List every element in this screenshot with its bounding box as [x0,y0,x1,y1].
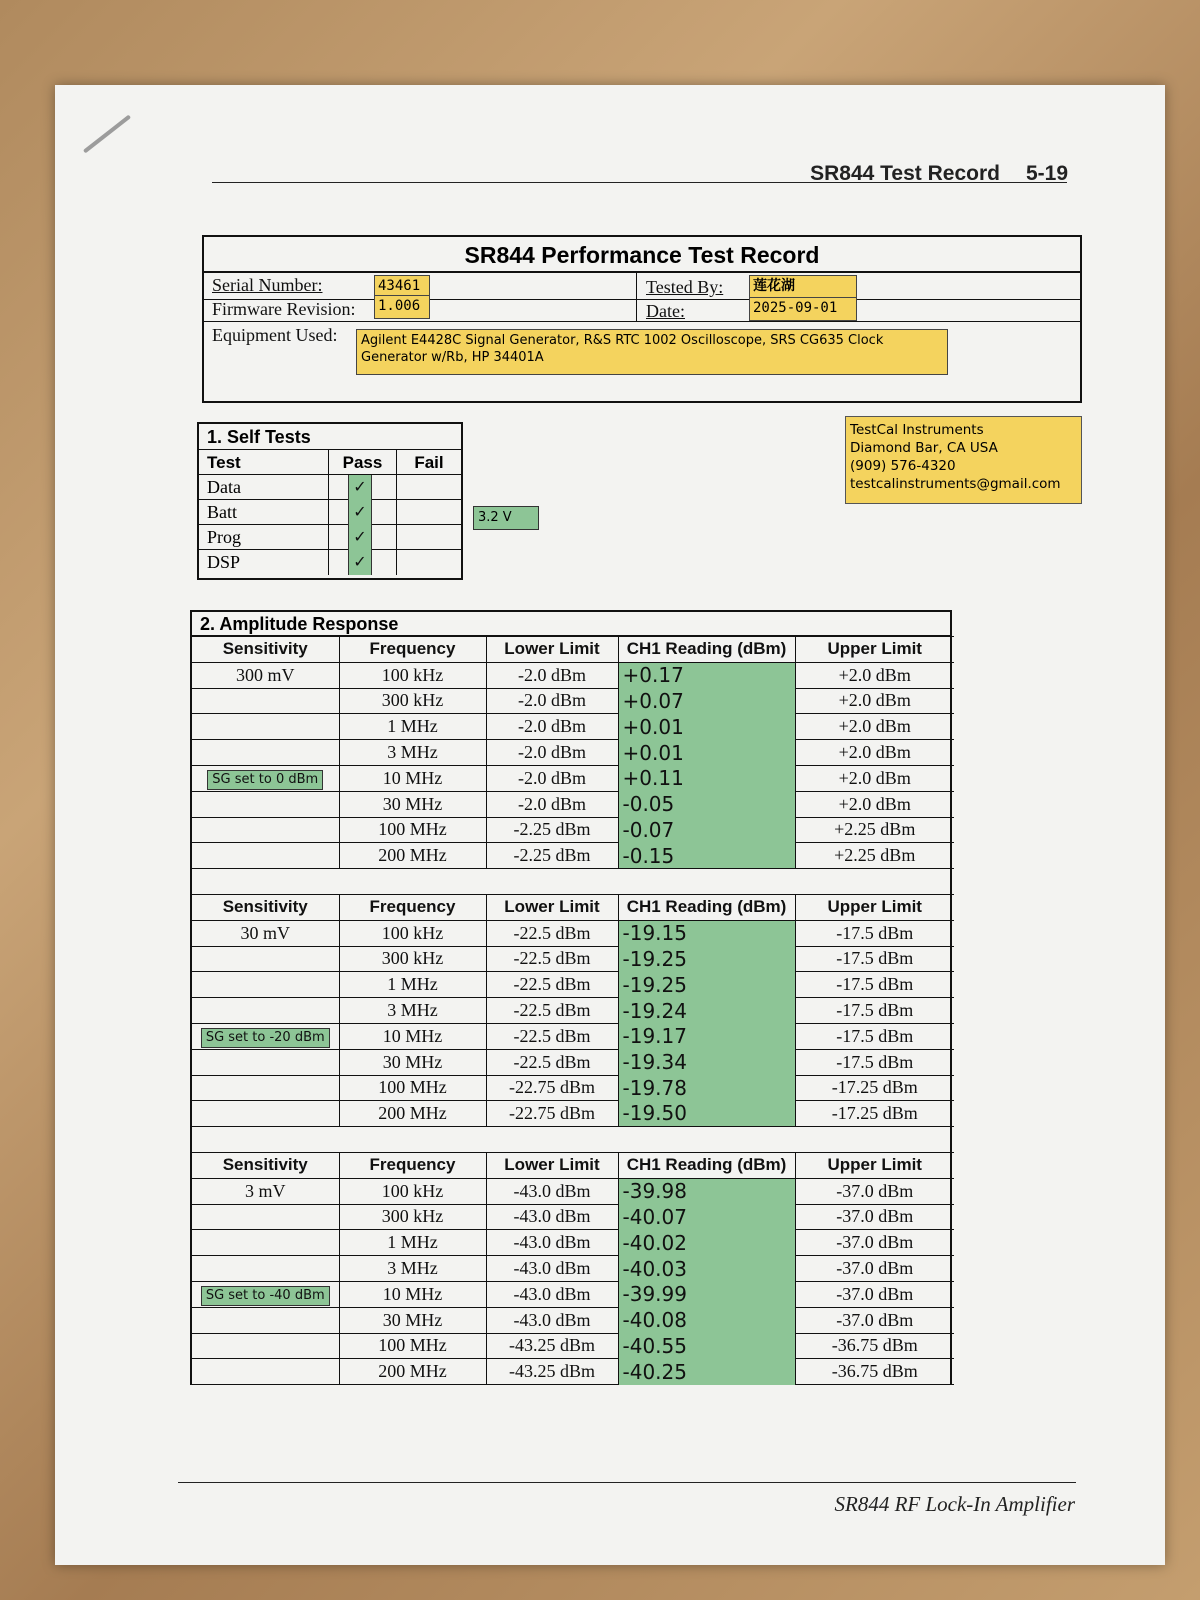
sg-setting-note: SG set to -40 dBm [201,1286,330,1306]
upper-limit-value: -17.25 dBm [795,1101,954,1127]
upper-limit-value: +2.25 dBm [795,817,954,843]
sensitivity-value: 30 mV [192,920,339,946]
frequency-value: 10 MHz [339,765,486,791]
ch1-reading-value: -40.03 [618,1256,795,1282]
sensitivity-value: 300 mV [192,662,339,688]
self-tests-title: 1. Self Tests [199,424,461,450]
table-row [192,1101,954,1127]
frequency-value: 100 kHz [339,1178,486,1204]
frequency-value: 3 MHz [339,1256,486,1282]
column-divider [636,273,637,321]
upper-limit-value: -37.0 dBm [795,1256,954,1282]
frequency-value: 3 MHz [339,740,486,766]
spacer-cell [192,1127,954,1153]
ch1-reading-value: -19.25 [618,946,795,972]
table-row [192,1281,954,1307]
upper-limit-value: -17.5 dBm [795,946,954,972]
ch1-reading-value: -19.24 [618,998,795,1024]
table-row [192,920,954,946]
lower-limit-value: -2.0 dBm [486,765,618,791]
tested-by-value: 莲花湖 [749,275,857,299]
contact-label [845,416,1082,504]
frequency-value: 300 kHz [339,688,486,714]
table-row [192,1359,954,1385]
ch1-reading-value: +0.01 [618,740,795,766]
header-ch1-reading: CH1 Reading (dBm) [618,637,795,663]
table-row [192,1178,954,1204]
table-row [192,1204,954,1230]
amplitude-grid [192,636,954,1385]
battery-voltage-note: 3.2 V [473,506,539,530]
tested-by-label: Tested By: [646,277,724,297]
table-row [192,972,954,998]
sensitivity-cell [192,972,339,998]
check-icon: ✓ [348,550,372,575]
amplitude-title: 2. Amplitude Response [192,612,950,636]
upper-limit-value: +2.0 dBm [795,714,954,740]
sg-setting-note: SG set to -20 dBm [201,1028,330,1048]
ch1-reading-value: -40.07 [618,1204,795,1230]
table-row [192,1307,954,1333]
lower-limit-value: -43.0 dBm [486,1281,618,1307]
check-icon: ✓ [348,525,372,550]
ch1-reading-value: -40.02 [618,1230,795,1256]
frequency-value: 200 MHz [339,1101,486,1127]
ch1-reading-value: -19.17 [618,1023,795,1049]
sensitivity-cell [192,817,339,843]
frequency-value: 300 kHz [339,946,486,972]
frequency-value: 10 MHz [339,1023,486,1049]
ch1-reading-value: -19.34 [618,1049,795,1075]
frequency-value: 30 MHz [339,1307,486,1333]
header-lower-limit: Lower Limit [486,894,618,920]
ch1-reading-value: -19.15 [618,920,795,946]
ch1-reading-value: -19.78 [618,1075,795,1101]
sensitivity-cell [192,843,339,869]
upper-limit-value: +2.25 dBm [795,843,954,869]
sensitivity-cell [192,1101,339,1127]
table-row [192,946,954,972]
ch1-reading-value: -0.07 [618,817,795,843]
frequency-value: 1 MHz [339,972,486,998]
ch1-reading-value: -40.25 [618,1359,795,1385]
lower-limit-value: -22.5 dBm [486,998,618,1024]
header-frequency: Frequency [339,894,486,920]
lower-limit-value: -22.5 dBm [486,920,618,946]
header-lower-limit: Lower Limit [486,637,618,663]
sensitivity-cell [192,688,339,714]
header-ch1-reading: CH1 Reading (dBm) [618,1152,795,1178]
amplitude-header-row [192,637,954,663]
lower-limit-value: -22.75 dBm [486,1075,618,1101]
upper-limit-value: +2.0 dBm [795,765,954,791]
lower-limit-value: -43.0 dBm [486,1307,618,1333]
lower-limit-value: -2.25 dBm [486,843,618,869]
equipment-label: Equipment Used: [212,325,338,345]
lower-limit-value: -22.5 dBm [486,946,618,972]
fail-cell [397,475,461,499]
sensitivity-cell [192,1333,339,1359]
frequency-value: 200 MHz [339,1359,486,1385]
table-row [192,791,954,817]
sensitivity-cell [192,714,339,740]
ch1-reading-value: -19.50 [618,1101,795,1127]
sensitivity-cell [192,1075,339,1101]
section-spacer [192,1127,954,1153]
spacer-cell [192,869,954,895]
amplitude-response-table [190,610,952,1385]
fail-cell [397,525,461,549]
firmware-label: Firmware Revision: [212,299,356,319]
frequency-value: 10 MHz [339,1281,486,1307]
test-name: Prog [199,525,329,549]
upper-limit-value: -37.0 dBm [795,1281,954,1307]
header-title: SR844 Test Record [810,162,1000,185]
table-row [192,688,954,714]
lower-limit-value: -22.5 dBm [486,1049,618,1075]
ch1-reading-value: -40.08 [618,1307,795,1333]
header-upper-limit: Upper Limit [795,894,954,920]
sensitivity-cell [192,791,339,817]
self-test-row [199,550,461,575]
lower-limit-value: -2.0 dBm [486,688,618,714]
lower-limit-value: -43.0 dBm [486,1178,618,1204]
sensitivity-cell [192,946,339,972]
table-row [192,998,954,1024]
upper-limit-value: -36.75 dBm [795,1333,954,1359]
date-value: 2025-09-01 [749,297,857,321]
self-test-row [199,475,461,500]
frequency-value: 100 kHz [339,920,486,946]
amplitude-header-row [192,894,954,920]
section-spacer [192,869,954,895]
frequency-value: 100 MHz [339,1075,486,1101]
test-name: Batt [199,500,329,524]
frequency-value: 100 kHz [339,662,486,688]
row-divider [204,321,1080,322]
record-info-box [202,235,1082,403]
lower-limit-value: -43.0 dBm [486,1256,618,1282]
table-row [192,843,954,869]
sg-setting-note: SG set to 0 dBm [207,770,323,790]
record-title: SR844 Performance Test Record [204,237,1080,273]
test-name: Data [199,475,329,499]
sensitivity-cell [192,1256,339,1282]
self-tests-table [197,422,463,580]
lower-limit-value: -22.5 dBm [486,972,618,998]
table-row [192,1256,954,1282]
upper-limit-value: -37.0 dBm [795,1230,954,1256]
sensitivity-value: 3 mV [192,1178,339,1204]
upper-limit-value: +2.0 dBm [795,662,954,688]
sensitivity-cell [192,1049,339,1075]
frequency-value: 30 MHz [339,791,486,817]
header-rule [212,182,1067,183]
upper-limit-value: +2.0 dBm [795,740,954,766]
lower-limit-value: -43.25 dBm [486,1359,618,1385]
frequency-value: 100 MHz [339,1333,486,1359]
sg-note-cell [192,1281,339,1307]
fail-cell [397,500,461,524]
frequency-value: 1 MHz [339,1230,486,1256]
sg-note-cell [192,1023,339,1049]
sensitivity-cell [192,1230,339,1256]
table-row [192,1023,954,1049]
upper-limit-value: -17.5 dBm [795,1049,954,1075]
frequency-value: 200 MHz [339,843,486,869]
ch1-reading-value: -39.98 [618,1178,795,1204]
header-pass: Pass [329,450,397,474]
header-sensitivity: Sensitivity [192,1152,339,1178]
check-icon: ✓ [348,475,372,500]
sensitivity-cell [192,1359,339,1385]
upper-limit-value: -37.0 dBm [795,1178,954,1204]
test-name: DSP [199,550,329,575]
lower-limit-value: -22.75 dBm [486,1101,618,1127]
lower-limit-value: -2.0 dBm [486,714,618,740]
footer-text: SR844 RF Lock-In Amplifier [834,1492,1075,1516]
ch1-reading-value: +0.11 [618,765,795,791]
header-upper-limit: Upper Limit [795,1152,954,1178]
header-frequency: Frequency [339,1152,486,1178]
lower-limit-value: -2.0 dBm [486,662,618,688]
lower-limit-value: -2.25 dBm [486,817,618,843]
contact-company: TestCal Instruments [850,422,984,438]
ch1-reading-value: -0.15 [618,843,795,869]
frequency-value: 300 kHz [339,1204,486,1230]
header-ch1-reading: CH1 Reading (dBm) [618,894,795,920]
table-row [192,765,954,791]
ch1-reading-value: +0.17 [618,662,795,688]
self-test-row [199,525,461,550]
lower-limit-value: -43.25 dBm [486,1333,618,1359]
lower-limit-value: -22.5 dBm [486,1023,618,1049]
upper-limit-value: +2.0 dBm [795,688,954,714]
header-frequency: Frequency [339,637,486,663]
self-tests-header-row [199,450,461,475]
sensitivity-cell [192,998,339,1024]
ch1-reading-value: -19.25 [618,972,795,998]
ch1-reading-value: -0.05 [618,791,795,817]
header-test: Test [199,450,329,474]
sg-note-cell [192,765,339,791]
footer-rule [178,1482,1076,1483]
contact-phone: (909) 576-4320 [850,458,956,474]
amplitude-header-row [192,1152,954,1178]
sensitivity-cell [192,740,339,766]
sensitivity-cell [192,1307,339,1333]
table-row [192,1075,954,1101]
upper-limit-value: -17.5 dBm [795,972,954,998]
equipment-value: Agilent E4428C Signal Generator, R&S RTC 1002 Oscilloscope, SRS CG635 Clock Generator w/Rb, HP 34401A [356,329,948,375]
frequency-value: 30 MHz [339,1049,486,1075]
table-row [192,1049,954,1075]
date-label: Date: [646,301,685,321]
lower-limit-value: -43.0 dBm [486,1230,618,1256]
upper-limit-value: -17.25 dBm [795,1075,954,1101]
lower-limit-value: -2.0 dBm [486,791,618,817]
table-row [192,662,954,688]
table-row [192,817,954,843]
upper-limit-value: -37.0 dBm [795,1204,954,1230]
firmware-value: 1.006 [374,295,430,319]
upper-limit-value: -37.0 dBm [795,1307,954,1333]
upper-limit-value: -17.5 dBm [795,1023,954,1049]
table-row [192,714,954,740]
sensitivity-cell [192,1204,339,1230]
serial-label: Serial Number: [212,275,323,295]
lower-limit-value: -43.0 dBm [486,1204,618,1230]
contact-location: Diamond Bar, CA USA [850,440,998,456]
header-upper-limit: Upper Limit [795,637,954,663]
serial-value: 43461 [374,275,430,299]
frequency-value: 3 MHz [339,998,486,1024]
ch1-reading-value: +0.01 [618,714,795,740]
upper-limit-value: -17.5 dBm [795,998,954,1024]
ch1-reading-value: +0.07 [618,688,795,714]
table-row [192,740,954,766]
upper-limit-value: -17.5 dBm [795,920,954,946]
ch1-reading-value: -40.55 [618,1333,795,1359]
header-fail: Fail [414,453,444,472]
upper-limit-value: -36.75 dBm [795,1359,954,1385]
self-test-row [199,500,461,525]
contact-email: testcalinstruments@gmail.com [850,476,1061,492]
header-lower-limit: Lower Limit [486,1152,618,1178]
header-sensitivity: Sensitivity [192,637,339,663]
header-sensitivity: Sensitivity [192,894,339,920]
check-icon: ✓ [348,500,372,525]
frequency-value: 100 MHz [339,817,486,843]
lower-limit-value: -2.0 dBm [486,740,618,766]
table-row [192,1230,954,1256]
table-row [192,1333,954,1359]
fail-cell [397,550,461,575]
page-number: 5-19 [1025,162,1068,185]
ch1-reading-value: -39.99 [618,1281,795,1307]
upper-limit-value: +2.0 dBm [795,791,954,817]
frequency-value: 1 MHz [339,714,486,740]
